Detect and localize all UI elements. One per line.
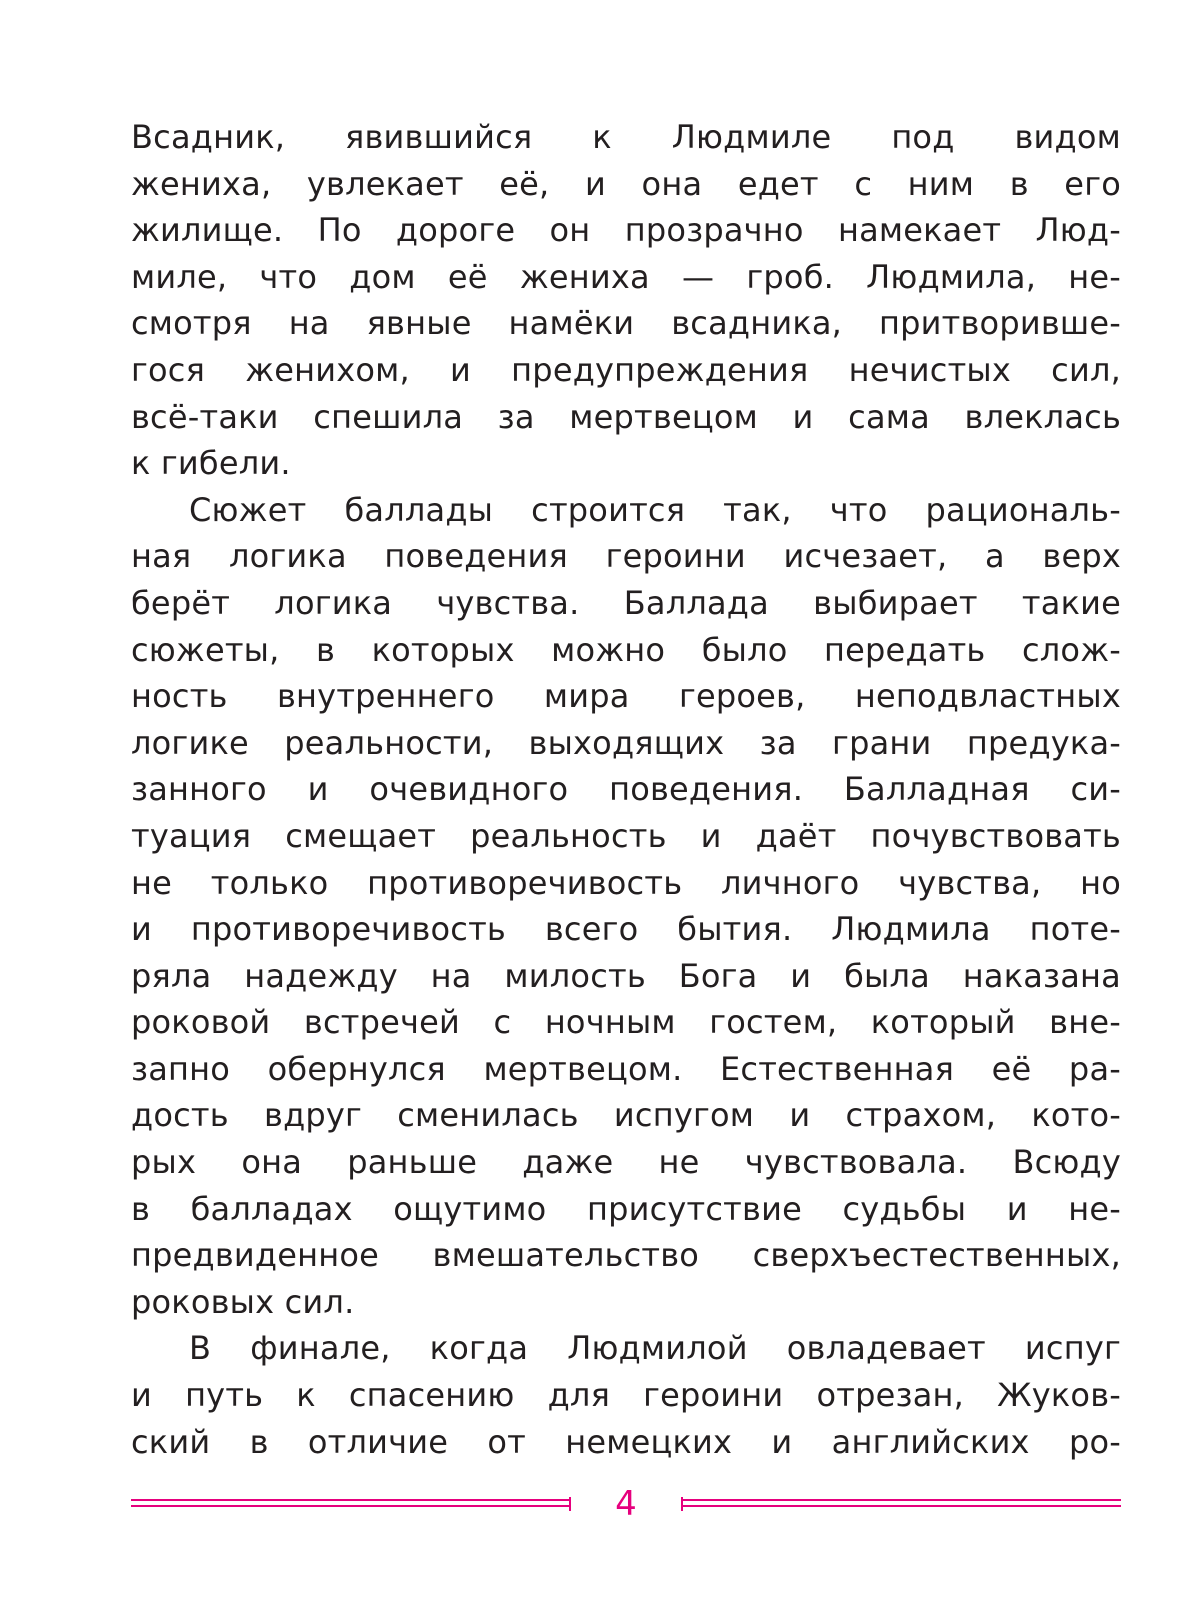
text-line: дость вдруг сменилась испугом и страхом, кото- (131, 1096, 1121, 1135)
text-line: туация смещает реальность и даёт почувствовать (131, 816, 1121, 855)
text-line: всё-таки спешила за мертвецом и сама влеклась (131, 397, 1121, 436)
text-line: В финале, когда Людмилой овладевает испуг (189, 1329, 1121, 1368)
text-line: занного и очевидного поведения. Балладная си- (131, 770, 1121, 809)
text-line: не только противоречивость личного чувства, но (131, 863, 1121, 902)
text-line: жилище. По дороге он прозрачно намекает Люд- (131, 211, 1121, 250)
text-line: логике реальности, выходящих за грани предука- (131, 723, 1121, 762)
text-line: и противоречивость всего бытия. Людмила поте- (131, 910, 1121, 949)
text-line: смотря на явные намёки всадника, притворивше- (131, 304, 1121, 343)
text-line: гося женихом, и предупреждения нечистых сил, (131, 350, 1121, 389)
page-footer (131, 1480, 1121, 1528)
footer-rule-right (681, 1499, 1121, 1509)
text-line: в балладах ощутимо присутствие судьбы и не- (131, 1189, 1121, 1228)
text-line: миле, что дом её жениха — гроб. Людмила, не- (131, 257, 1121, 296)
text-line: ский в отличие от немецких и английских ро- (131, 1422, 1121, 1461)
text-line: к гибели. (131, 444, 291, 483)
text-line: рых она раньше даже не чувствовала. Всюду (131, 1143, 1121, 1182)
text-line: ная логика поведения героини исчезает, а верх (131, 537, 1121, 576)
text-line: сюжеты, в которых можно было передать слож- (131, 630, 1121, 669)
text-line: и путь к спасению для героини отрезан, Жуков- (131, 1376, 1121, 1415)
text-line: жениха, увлекает её, и она едет с ним в его (131, 164, 1121, 203)
text-line: предвиденное вмешательство сверхъестественных, (131, 1236, 1121, 1275)
text-line: ряла надежду на милость Бога и была наказана (131, 956, 1121, 995)
text-line: ность внутреннего мира героев, неподвластных (131, 677, 1121, 716)
text-line: запно обернулся мертвецом. Естественная её ра- (131, 1049, 1121, 1088)
text-line: Всадник, явившийся к Людмиле под видом (131, 118, 1121, 156)
page-body-text (131, 114, 1121, 1465)
text-line: берёт логика чувства. Баллада выбирает такие (131, 583, 1121, 622)
footer-rule-left (131, 1499, 571, 1509)
page-number: 4 (615, 1484, 637, 1524)
text-line: роковой встречей с ночным гостем, который вне- (131, 1003, 1121, 1042)
text-line: Сюжет баллады строится так, что рациональ- (189, 490, 1121, 529)
text-line: роковых сил. (131, 1282, 355, 1321)
